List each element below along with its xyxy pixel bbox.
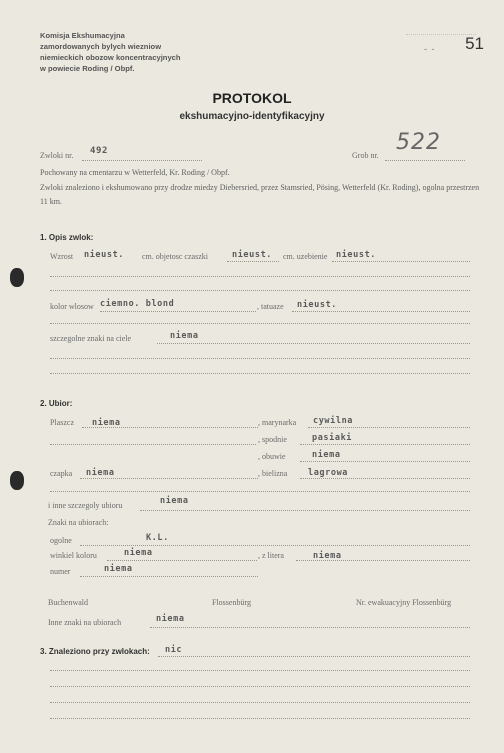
- wzrost-label: Wzrost: [50, 252, 74, 261]
- znaki-ciele-value: niema: [170, 331, 199, 341]
- inne-szczegoly-line: [140, 510, 470, 511]
- section-3-value: nic: [165, 645, 183, 655]
- winkiel-line: [107, 560, 257, 561]
- obuwie-line: [300, 461, 470, 462]
- inne-szczegoly-value: niema: [160, 496, 189, 506]
- uzebienie-line: [332, 261, 470, 262]
- winkiel-value: niema: [124, 548, 153, 558]
- objetosc-value: nieust.: [232, 250, 273, 260]
- bielizna-line: [300, 478, 470, 479]
- blank-line: [50, 323, 470, 324]
- grob-label: Grob nr.: [352, 151, 379, 160]
- zwloki-label: Zwloki nr.: [40, 151, 74, 160]
- plaszcz-value: niema: [92, 418, 121, 428]
- blank-line: [50, 670, 470, 671]
- litera-label: , z litera: [258, 551, 284, 560]
- objetosc-line: [227, 261, 279, 262]
- obuwie-label: , obuwie: [258, 452, 286, 461]
- dash-mark: - -: [424, 44, 436, 54]
- spodnie-line: [300, 444, 470, 445]
- znaki-ciele-line: [157, 343, 470, 344]
- numer-line: [80, 576, 258, 577]
- blank-line: [50, 290, 470, 291]
- pochowany-text: Pochowany na cmentarzu w Wetterfeld, Kr. Roding / Obpf.: [40, 168, 230, 177]
- blank-line: [50, 276, 470, 277]
- marynarka-line: [308, 427, 470, 428]
- ogolne-value: K.L.: [146, 533, 169, 543]
- znaleziono-text: Zwloki znaleziono i ekshumowano przy drodze miedzy Diebersried, przez Stamsried, Pösing, Wetterfeld (Kr. Roding), ogolna przestrzen 11 km.: [40, 183, 480, 206]
- document-title: PROTOKOL: [212, 90, 292, 106]
- plaszcz-label: Plaszcz: [50, 418, 74, 427]
- blank-line: [50, 718, 470, 719]
- inne-szczegoly-label: i inne szczegoly ubioru: [48, 501, 123, 510]
- page-number: 51: [465, 34, 484, 53]
- obuwie-value: niema: [312, 450, 341, 460]
- numer-value: niema: [104, 564, 133, 574]
- grob-value: 522: [396, 130, 441, 155]
- znaki-ubiorach-label: Znaki na ubiorach:: [48, 518, 109, 527]
- marynarka-label: , marynarka: [258, 418, 297, 427]
- grob-line: [385, 160, 465, 161]
- header-line-4: w powiecie Roding / Obpf.: [40, 64, 135, 73]
- blank-line: [50, 373, 470, 374]
- numer-label: numer: [50, 567, 71, 576]
- czapka-value: niema: [86, 468, 115, 478]
- section-1-heading: [40, 233, 93, 242]
- objetosc-label: cm. objetosc czaszki: [142, 252, 208, 261]
- section-3-line: [158, 656, 470, 657]
- uzebienie-label: cm. uzebienie: [283, 252, 328, 261]
- kolor-label: kolor wlosow: [50, 302, 94, 311]
- kolor-line: [100, 311, 256, 312]
- winkiel-label: winkiel koloru: [50, 551, 97, 560]
- header-line-3: niemieckich obozow koncentracyjnych: [40, 53, 181, 62]
- header-line-1: Komisja Ekshumacyjna: [40, 31, 125, 40]
- bielizna-value: lagrowa: [308, 468, 349, 478]
- spodnie-value: pasiaki: [312, 433, 353, 443]
- section-2-heading: [40, 399, 72, 408]
- czapka-line: [80, 478, 258, 479]
- punch-hole: [10, 268, 24, 287]
- document-subtitle: ekshumacyjno-identyfikacyjny: [179, 111, 325, 122]
- blank-line: [50, 686, 470, 687]
- zwloki-value: 492: [90, 146, 109, 156]
- ogolne-label: ogolne: [50, 536, 72, 545]
- ogolne-line: [80, 545, 470, 546]
- tatuaze-value: nieust.: [297, 300, 338, 310]
- zwloki-line: [82, 160, 202, 161]
- tatuaze-label: , tatuaze: [257, 302, 284, 311]
- buchenwald-label: Buchenwald: [48, 598, 88, 607]
- znaki-ciele-label: szczegolne znaki na ciele: [50, 334, 132, 343]
- wzrost-value: nieust.: [84, 250, 125, 260]
- marynarka-value: cywilna: [313, 416, 354, 426]
- ewakuacyjny-label: Nr. ewakuacyjny Flossenbürg: [356, 598, 452, 607]
- uzebienie-value: nieust.: [336, 250, 377, 260]
- czapka-label: czapka: [50, 469, 73, 478]
- section-1-heading-text: 1. Opis zwlok:: [40, 233, 94, 242]
- header-line-2: zamordowanych bylych wiezniow: [40, 42, 162, 51]
- blank-line: [50, 444, 256, 445]
- spodnie-label: , spodnie: [258, 435, 287, 444]
- section-3-heading: [40, 647, 150, 656]
- section-2-heading-text: 2. Ubior:: [40, 399, 73, 408]
- blank-line: [50, 491, 470, 492]
- inne-znaki-line: [150, 627, 470, 628]
- flossenburg-label: Flossenbürg: [212, 598, 251, 607]
- kolor-value: ciemno. blond: [100, 299, 175, 309]
- section-3-heading-text: 3. Znaleziono przy zwlokach:: [40, 647, 150, 656]
- inne-znaki-label: Inne znaki na ubiorach: [48, 618, 122, 627]
- blank-line: [50, 358, 470, 359]
- inne-znaki-value: niema: [156, 614, 185, 624]
- commission-header: [40, 30, 181, 74]
- blank-line: [50, 702, 470, 703]
- litera-value: niema: [313, 551, 342, 561]
- tatuaze-line: [292, 311, 470, 312]
- punch-hole: [10, 471, 24, 490]
- bielizna-label: , bielizna: [258, 469, 288, 478]
